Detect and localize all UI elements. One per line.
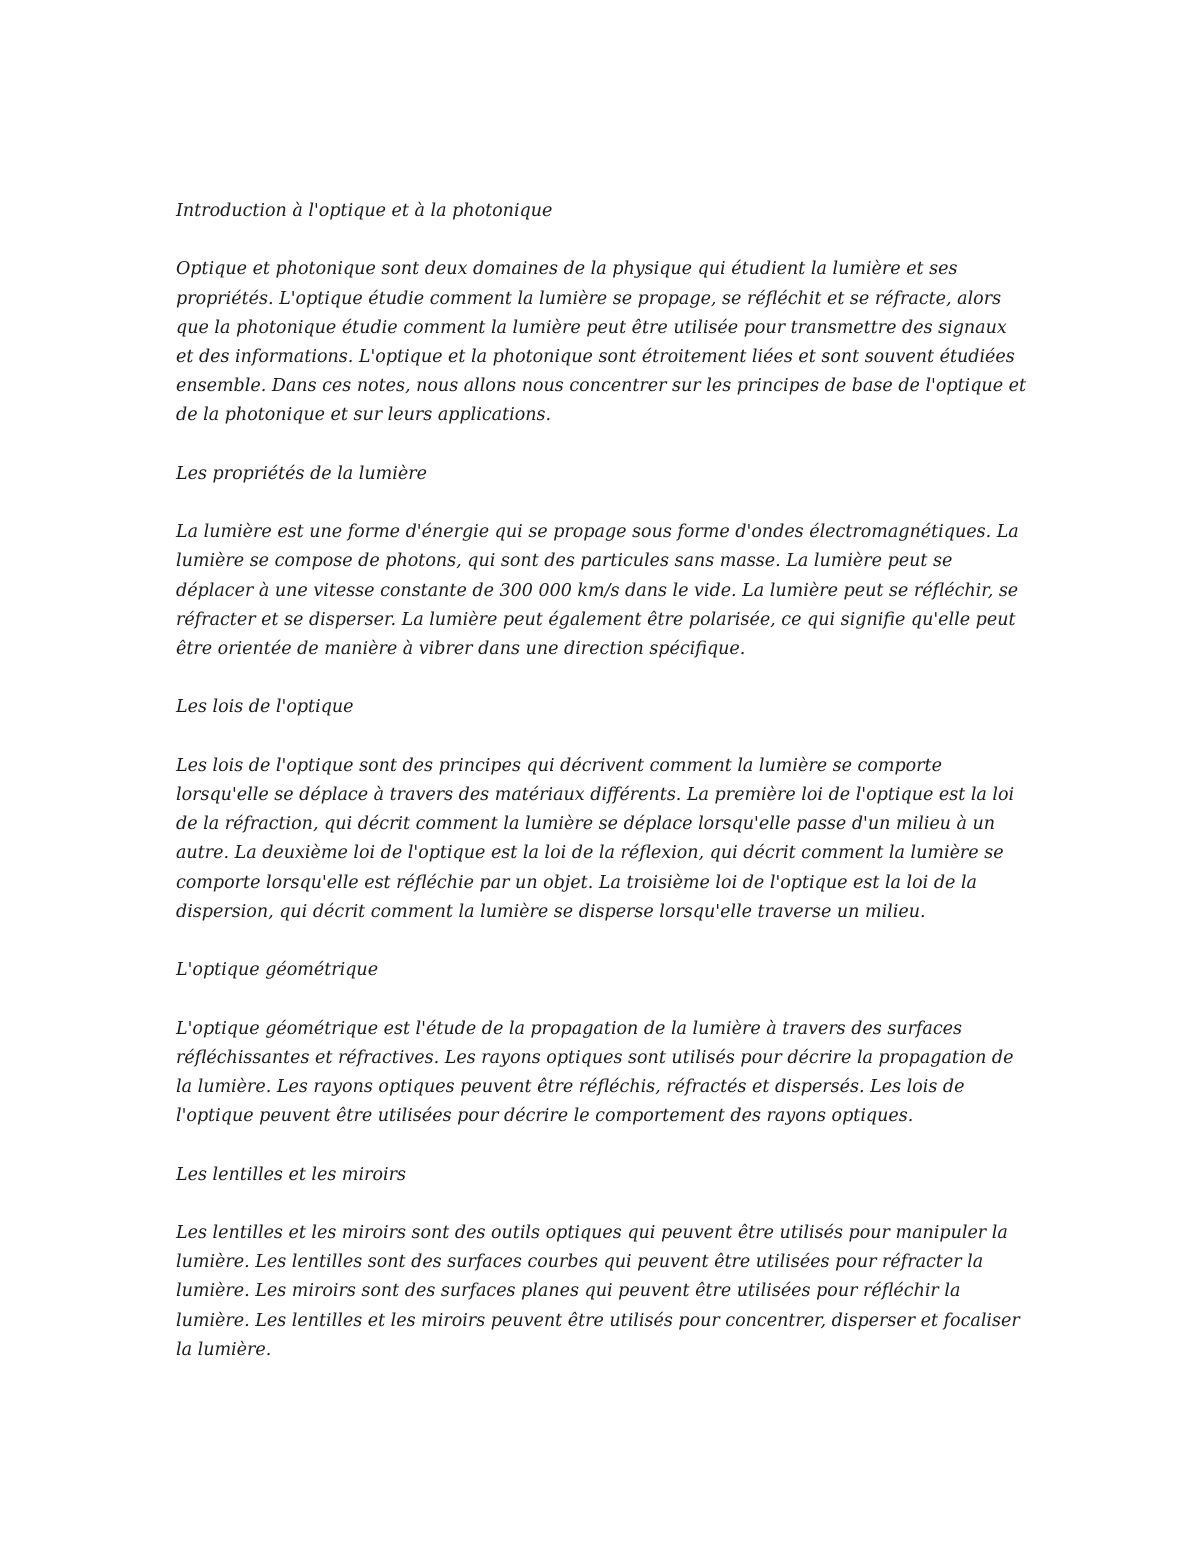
paragraph-geometric-optics: L'optique géométrique est l'étude de la propagation de la lumière à travers des surfaces réfléchissantes et réfractives. Les rayons optiques sont utilisés pour décrire la propagation de la lumière. Les rayons optiques peuvent être réfléchis, réfractés et dispersés. Les lois de l'optique peuvent être utilisées pour décrire le comportement des rayons optiques.: [176, 1018, 1014, 1127]
paragraph-lenses-mirrors: Les lentilles et les miroirs sont des outils optiques qui peuvent être utilisés pour manipuler la lumière. Les lentilles sont des surfaces courbes qui peuvent être utilisées pour réfracter la lumière. Les miroirs sont des surfaces planes qui peuvent être utilisées pour réfléchir la lumière. Les lentilles et les miroirs peuvent être utilisés pour concentrer, disperser et focaliser la lumière.: [176, 1222, 1020, 1360]
paragraph-introduction: Optique et photonique sont deux domaines de la physique qui étudient la lumière et ses propriétés. L'optique étudie comment la lumière se propage, se réfléchit et se réfracte, alors que la photonique étudie comment la lumière peut être utilisée pour transmettre des signaux et des informations. L'optique et la photonique sont étroitement liées et sont souvent étudiées ensemble. Dans ces notes, nous allons nous concentrer sur les principes de base de l'optique et de la photonique et sur leurs applications.: [176, 259, 1027, 426]
document-body: [176, 197, 1026, 1394]
section-heading-lenses-mirrors: Les lentilles et les miroirs: [176, 1164, 406, 1185]
section-heading-light-properties: Les propriétés de la lumière: [176, 463, 427, 484]
section-heading-optics-laws: Les lois de l'optique: [176, 697, 354, 718]
paragraph-optics-laws: Les lois de l'optique sont des principes qui décrivent comment la lumière se comporte lorsqu'elle se déplace à travers des matériaux différents. La première loi de l'optique est la loi de la réfraction, qui décrit comment la lumière se déplace lorsqu'elle passe d'un milieu à un autre. La deuxième loi de l'optique est la loi de la réflexion, qui décrit comment la lumière se comporte lorsqu'elle est réfléchie par un objet. La troisième loi de l'optique est la loi de la dispersion, qui décrit comment la lumière se disperse lorsqu'elle traverse un milieu.: [176, 755, 1015, 922]
section-heading-introduction: Introduction à l'optique et à la photonique: [176, 201, 553, 221]
section-heading-geometric-optics: L'optique géométrique: [176, 960, 379, 981]
paragraph-light-properties: La lumière est une forme d'énergie qui se propage sous forme d'ondes électromagnétiques. La lumière se compose de photons, qui sont des particules sans masse. La lumière peut se déplacer à une vitesse constante de 300 000 km/s dans le vide. La lumière peut se réfléchir, se réfracter et se disperser. La lumière peut également être polarisée, ce qui signifie qu'elle peut être orientée de manière à vibrer dans une direction spécifique.: [176, 522, 1019, 659]
